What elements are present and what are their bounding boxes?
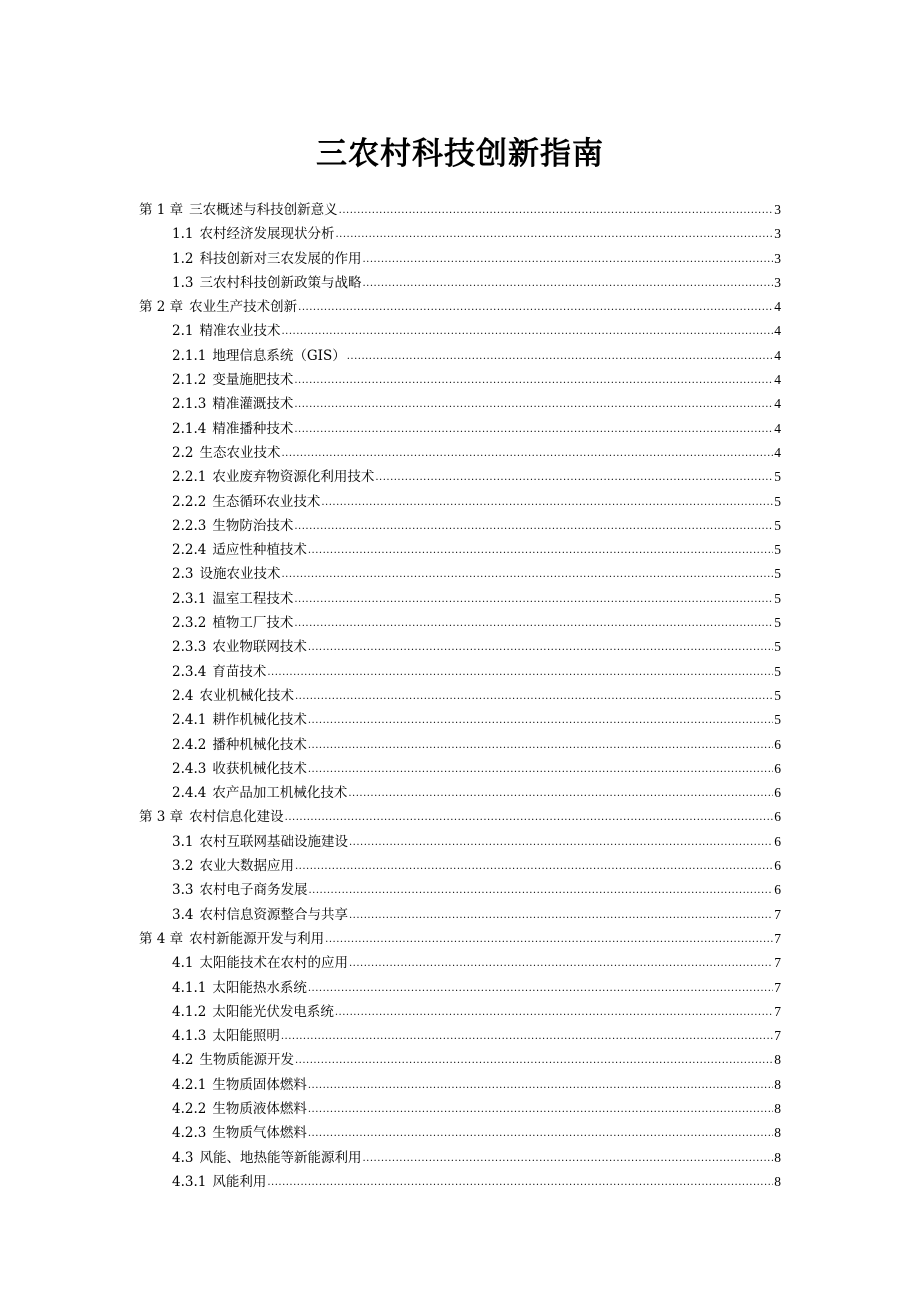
toc-entry-page-number: 6 bbox=[774, 809, 781, 825]
toc-entry[interactable] bbox=[139, 976, 781, 1000]
toc-entry-page-number: 3 bbox=[774, 202, 781, 217]
toc-entry[interactable] bbox=[139, 1170, 781, 1194]
toc-entry[interactable] bbox=[139, 733, 781, 757]
toc-entry-number: 2.2.4 bbox=[172, 542, 207, 559]
toc-entry-number: 2.3 bbox=[172, 566, 194, 583]
toc-entry-title: 农村信息化建设 bbox=[189, 809, 284, 826]
toc-entry-page-number: 5 bbox=[774, 517, 781, 533]
toc-entry[interactable] bbox=[139, 417, 781, 441]
toc-entry-title: 生物质气体燃料 bbox=[212, 1125, 307, 1142]
table-of-contents bbox=[139, 198, 781, 1194]
toc-entry-number: 2.4.3 bbox=[172, 760, 207, 777]
toc-entry-page-number: 5 bbox=[774, 615, 781, 631]
toc-entry-page-number: 4 bbox=[774, 420, 781, 436]
toc-entry-page-number: 6 bbox=[774, 736, 781, 752]
toc-entry-title: 精准灌溉技术 bbox=[212, 396, 294, 413]
toc-entry-title: 变量施肥技术 bbox=[212, 372, 294, 389]
toc-entry-page-number: 6 bbox=[774, 833, 781, 849]
toc-dot-leader bbox=[294, 590, 773, 606]
toc-entry-title: 耕作机械化技术 bbox=[212, 712, 307, 729]
toc-entry[interactable] bbox=[139, 708, 781, 732]
toc-entry-page-number: 4 bbox=[774, 347, 781, 363]
toc-entry-title: 适应性种植技术 bbox=[212, 542, 307, 559]
toc-entry-title: 太阳能热水系统 bbox=[212, 979, 307, 996]
toc-entry-page-number: 8 bbox=[774, 1125, 781, 1141]
toc-dot-leader bbox=[308, 1100, 773, 1116]
toc-entry-title: 三农村科技创新政策与战略 bbox=[199, 274, 362, 291]
toc-entry-page-number: 3 bbox=[774, 226, 781, 242]
toc-entry[interactable] bbox=[139, 490, 781, 514]
toc-dot-leader bbox=[347, 347, 774, 363]
toc-entry[interactable] bbox=[139, 805, 781, 829]
toc-entry[interactable] bbox=[139, 392, 781, 416]
toc-entry[interactable] bbox=[139, 198, 781, 222]
toc-entry-title: 太阳能技术在农村的应用 bbox=[199, 955, 348, 972]
toc-entry-number: 3.4 bbox=[172, 906, 194, 923]
toc-entry-page-number: 5 bbox=[774, 566, 781, 582]
toc-entry[interactable] bbox=[139, 538, 781, 562]
toc-entry[interactable] bbox=[139, 1048, 781, 1072]
toc-entry-number: 3.2 bbox=[172, 858, 194, 875]
toc-dot-leader bbox=[335, 225, 773, 241]
toc-entry-number: 4.2.1 bbox=[172, 1076, 207, 1093]
toc-entry-title: 地理信息系统（GIS） bbox=[212, 347, 346, 364]
toc-entry-title: 农村互联网基础设施建设 bbox=[199, 833, 348, 850]
toc-entry-number: 2.3.1 bbox=[172, 590, 207, 607]
toc-entry-page-number: 7 bbox=[774, 930, 781, 946]
toc-entry[interactable] bbox=[139, 562, 781, 586]
toc-entry[interactable] bbox=[139, 441, 781, 465]
toc-entry-title: 生物防治技术 bbox=[212, 517, 294, 534]
toc-entry[interactable] bbox=[139, 587, 781, 611]
toc-entry-title: 育苗技术 bbox=[212, 663, 267, 680]
toc-entry-page-number: 4 bbox=[774, 444, 781, 460]
toc-entry-page-number: 4 bbox=[774, 299, 781, 315]
toc-entry-number: 1.1 bbox=[172, 226, 194, 243]
toc-dot-leader bbox=[308, 979, 773, 995]
toc-entry[interactable] bbox=[139, 1121, 781, 1145]
toc-entry-number: 2.1 bbox=[172, 323, 194, 340]
toc-entry[interactable] bbox=[139, 660, 781, 684]
toc-entry-title: 农村电子商务发展 bbox=[199, 882, 308, 899]
toc-entry-page-number: 5 bbox=[774, 712, 781, 728]
toc-entry-title: 精准播种技术 bbox=[212, 420, 294, 437]
toc-entry-title: 三农概述与科技创新意义 bbox=[189, 202, 338, 218]
toc-entry[interactable] bbox=[139, 222, 781, 246]
toc-entry-page-number: 4 bbox=[774, 372, 781, 388]
toc-entry-number: 4.3.1 bbox=[172, 1173, 207, 1190]
toc-entry-number: 2.1.1 bbox=[172, 347, 207, 364]
toc-entry-title: 农业废弃物资源化利用技术 bbox=[212, 469, 375, 486]
toc-entry-page-number: 7 bbox=[774, 906, 781, 922]
toc-dot-leader bbox=[308, 736, 773, 752]
toc-entry-title: 精准农业技术 bbox=[199, 323, 281, 340]
toc-entry-title: 生物质固体燃料 bbox=[212, 1076, 307, 1093]
toc-entry-title: 农村信息资源整合与共享 bbox=[199, 906, 348, 923]
toc-dot-leader bbox=[308, 1076, 773, 1092]
toc-entry[interactable] bbox=[139, 368, 781, 392]
toc-entry-page-number: 3 bbox=[774, 250, 781, 266]
toc-entry-title: 生态循环农业技术 bbox=[212, 493, 321, 510]
toc-entry-title: 生态农业技术 bbox=[199, 444, 281, 461]
toc-entry[interactable] bbox=[139, 903, 781, 927]
toc-dot-leader bbox=[281, 1027, 773, 1043]
toc-entry[interactable] bbox=[139, 247, 781, 271]
toc-entry-title: 农业机械化技术 bbox=[199, 687, 294, 704]
toc-entry-page-number: 4 bbox=[774, 396, 781, 412]
toc-dot-leader bbox=[285, 808, 774, 824]
toc-entry-title: 风能、地热能等新能源利用 bbox=[199, 1149, 362, 1166]
toc-entry-number: 2.1.3 bbox=[172, 396, 207, 413]
toc-entry-title: 设施农业技术 bbox=[199, 566, 281, 583]
toc-entry-page-number: 8 bbox=[774, 1149, 781, 1165]
toc-entry-number: 4.1.3 bbox=[172, 1028, 207, 1045]
toc-entry-page-number: 6 bbox=[774, 760, 781, 776]
toc-entry-page-number: 5 bbox=[774, 639, 781, 655]
toc-entry-number: 2.2.2 bbox=[172, 493, 207, 510]
toc-dot-leader bbox=[349, 906, 773, 922]
toc-entry-page-number: 5 bbox=[774, 493, 781, 509]
toc-entry[interactable] bbox=[139, 319, 781, 343]
toc-entry[interactable] bbox=[139, 271, 781, 295]
toc-entry[interactable] bbox=[139, 854, 781, 878]
toc-entry-number: 4.1.1 bbox=[172, 979, 207, 996]
toc-entry[interactable] bbox=[139, 1146, 781, 1170]
toc-entry-number: 4.2.3 bbox=[172, 1125, 207, 1142]
toc-entry[interactable] bbox=[139, 295, 781, 319]
toc-entry[interactable] bbox=[139, 757, 781, 781]
toc-dot-leader bbox=[339, 201, 774, 217]
toc-entry-number: 2.4.1 bbox=[172, 712, 207, 729]
toc-dot-leader bbox=[335, 1003, 773, 1019]
toc-dot-leader bbox=[308, 760, 773, 776]
toc-dot-leader bbox=[308, 541, 773, 557]
toc-entry-title: 农业生产技术创新 bbox=[189, 299, 298, 316]
toc-dot-leader bbox=[362, 274, 773, 290]
toc-entry-page-number: 8 bbox=[774, 1076, 781, 1092]
toc-entry-number: 2.2.1 bbox=[172, 469, 207, 486]
toc-entry-title: 温室工程技术 bbox=[212, 590, 294, 607]
toc-entry-number: 2.3.3 bbox=[172, 639, 207, 656]
toc-entry-page-number: 5 bbox=[774, 469, 781, 485]
toc-entry-page-number: 6 bbox=[774, 785, 781, 801]
toc-dot-leader bbox=[267, 1173, 773, 1189]
toc-dot-leader bbox=[321, 493, 773, 509]
toc-dot-leader bbox=[294, 395, 773, 411]
toc-entry-title: 农产品加工机械化技术 bbox=[212, 785, 348, 802]
toc-entry-page-number: 5 bbox=[774, 663, 781, 679]
toc-dot-leader bbox=[375, 468, 773, 484]
toc-entry-page-number: 4 bbox=[774, 323, 781, 339]
toc-entry-number: 2.4.2 bbox=[172, 736, 207, 753]
toc-dot-leader bbox=[298, 298, 773, 314]
toc-dot-leader bbox=[308, 711, 773, 727]
toc-entry-number: 4.2 bbox=[172, 1052, 194, 1069]
toc-entry-page-number: 8 bbox=[774, 1100, 781, 1116]
toc-dot-leader bbox=[362, 1149, 773, 1165]
toc-dot-leader bbox=[294, 371, 773, 387]
toc-entry-title: 生物质液体燃料 bbox=[212, 1100, 307, 1117]
toc-entry-number: 1.3 bbox=[172, 274, 194, 291]
toc-entry[interactable] bbox=[139, 344, 781, 368]
toc-entry-number: 第 1 章 bbox=[139, 202, 184, 218]
toc-dot-leader bbox=[308, 1124, 773, 1140]
toc-entry-number: 2.1.4 bbox=[172, 420, 207, 437]
toc-dot-leader bbox=[308, 638, 773, 654]
toc-entry-title: 植物工厂技术 bbox=[212, 615, 294, 632]
toc-entry-number: 2.3.2 bbox=[172, 615, 207, 632]
toc-entry-page-number: 6 bbox=[774, 882, 781, 898]
toc-dot-leader bbox=[294, 420, 773, 436]
toc-entry-page-number: 8 bbox=[774, 1173, 781, 1189]
toc-entry-number: 4.2.2 bbox=[172, 1100, 207, 1117]
toc-entry[interactable] bbox=[139, 878, 781, 902]
toc-dot-leader bbox=[281, 565, 773, 581]
toc-entry-number: 2.2 bbox=[172, 444, 194, 461]
toc-entry-title: 科技创新对三农发展的作用 bbox=[199, 250, 362, 267]
toc-entry-page-number: 7 bbox=[774, 1028, 781, 1044]
toc-entry-page-number: 8 bbox=[774, 1052, 781, 1068]
toc-entry[interactable] bbox=[139, 514, 781, 538]
toc-entry-page-number: 5 bbox=[774, 590, 781, 606]
toc-entry-number: 第 4 章 bbox=[139, 930, 184, 947]
toc-entry-title: 生物质能源开发 bbox=[199, 1052, 294, 1069]
toc-dot-leader bbox=[267, 663, 773, 679]
toc-entry-number: 4.1 bbox=[172, 955, 194, 972]
toc-entry[interactable] bbox=[139, 927, 781, 951]
toc-dot-leader bbox=[281, 444, 773, 460]
toc-entry-number: 3.3 bbox=[172, 882, 194, 899]
toc-entry[interactable] bbox=[139, 635, 781, 659]
toc-entry-number: 2.1.2 bbox=[172, 372, 207, 389]
toc-entry-title: 风能利用 bbox=[212, 1173, 267, 1190]
toc-dot-leader bbox=[325, 930, 773, 946]
toc-entry-title: 农业大数据应用 bbox=[199, 858, 294, 875]
toc-entry[interactable] bbox=[139, 684, 781, 708]
toc-entry[interactable] bbox=[139, 781, 781, 805]
toc-entry-title: 农村新能源开发与利用 bbox=[189, 930, 325, 947]
toc-dot-leader bbox=[294, 517, 773, 533]
toc-entry-number: 4.3 bbox=[172, 1149, 194, 1166]
toc-entry-title: 播种机械化技术 bbox=[212, 736, 307, 753]
toc-entry-number: 3.1 bbox=[172, 833, 194, 850]
toc-entry[interactable] bbox=[139, 1000, 781, 1024]
toc-entry-page-number: 5 bbox=[774, 687, 781, 703]
toc-entry[interactable] bbox=[139, 1073, 781, 1097]
toc-dot-leader bbox=[295, 1051, 773, 1067]
toc-entry[interactable] bbox=[139, 465, 781, 489]
toc-entry-title: 收获机械化技术 bbox=[212, 760, 307, 777]
toc-entry[interactable] bbox=[139, 1097, 781, 1121]
toc-entry-number: 1.2 bbox=[172, 250, 194, 267]
toc-entry-page-number: 6 bbox=[774, 858, 781, 874]
toc-entry-number: 第 2 章 bbox=[139, 299, 184, 316]
toc-entry-page-number: 5 bbox=[774, 542, 781, 558]
toc-entry[interactable] bbox=[139, 830, 781, 854]
toc-dot-leader bbox=[295, 687, 773, 703]
toc-entry-page-number: 7 bbox=[774, 955, 781, 971]
toc-dot-leader bbox=[349, 954, 773, 970]
toc-entry-title: 太阳能照明 bbox=[212, 1028, 280, 1045]
toc-dot-leader bbox=[308, 881, 773, 897]
toc-entry-number: 2.4.4 bbox=[172, 785, 207, 802]
toc-entry-number: 第 3 章 bbox=[139, 809, 184, 826]
toc-entry[interactable] bbox=[139, 951, 781, 975]
toc-entry-number: 2.2.3 bbox=[172, 517, 207, 534]
toc-dot-leader bbox=[348, 784, 773, 800]
toc-entry[interactable] bbox=[139, 1024, 781, 1048]
toc-entry-page-number: 7 bbox=[774, 1003, 781, 1019]
toc-entry-title: 农村经济发展现状分析 bbox=[199, 226, 335, 243]
toc-entry-number: 2.4 bbox=[172, 687, 194, 704]
toc-entry-title: 太阳能光伏发电系统 bbox=[212, 1003, 334, 1020]
page-title: 三农村科技创新指南 bbox=[316, 136, 604, 172]
toc-entry[interactable] bbox=[139, 611, 781, 635]
toc-dot-leader bbox=[294, 614, 773, 630]
toc-entry-number: 4.1.2 bbox=[172, 1003, 207, 1020]
toc-dot-leader bbox=[281, 322, 773, 338]
toc-dot-leader bbox=[362, 250, 773, 266]
toc-entry-page-number: 3 bbox=[774, 274, 781, 290]
toc-entry-title: 农业物联网技术 bbox=[212, 639, 307, 656]
toc-dot-leader bbox=[349, 833, 773, 849]
toc-dot-leader bbox=[295, 857, 773, 873]
toc-entry-number: 2.3.4 bbox=[172, 663, 207, 680]
toc-entry-page-number: 7 bbox=[774, 979, 781, 995]
